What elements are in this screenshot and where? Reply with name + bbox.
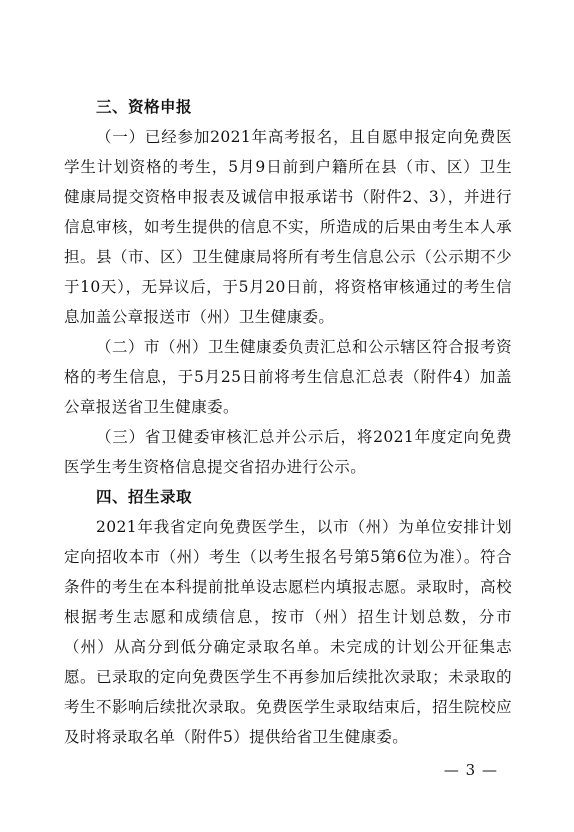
paragraph-qualification-3: （三）省卫健委审核汇总并公示后，将2021年度定向免费医学生考生资格信息提交省招办进行公示。 bbox=[64, 428, 512, 476]
paragraph-qualification-2: （二）市（州）卫生健康委负责汇总和公示辖区符合报考资格的考生信息，于5月25日前将考生信息汇总表（附件4）加盖公章报送省卫生健康委。 bbox=[64, 338, 512, 416]
paragraph-qualification-1: （一）已经参加2021年高考报名，且自愿申报定向免费医学生计划资格的考生，5月9日前到户籍所在县（市、区）卫生健康局提交资格申报表及诚信申报承诺书（附件2、3），并进行信息审核，如考生提供的信息不实，所造成的后果由考生本人承担。县（市、区）卫生健康局将所有考生信息公示（公示期不少于10天），无异议后，于5月20日前，将资格审核通过的考生信息加盖公章报送市（州）卫生健康委。 bbox=[64, 128, 512, 326]
document-body bbox=[64, 92, 512, 752]
section-heading-admission: 四、招生录取 bbox=[96, 488, 193, 506]
page-number: — 3 — bbox=[443, 761, 498, 779]
paragraph-admission-1: 2021年我省定向免费医学生，以市（州）为单位安排计划定向招收本市（州）考生（以考生报名号第5第6位为准）。符合条件的考生在本科提前批单设志愿栏内填报志愿。录取时，高校根据考生志愿和成绩信息，按市（州）招生计划总数，分市（州）从高分到低分确定录取名单。未完成的计划公开征集志愿。已录取的定向免费医学生不再参加后续批次录取；未录取的考生不影响后续批次录取。免费医学生录取结束后，招生院校应及时将录取名单（附件5）提供给省卫生健康委。 bbox=[64, 518, 512, 746]
section-heading-qualification: 三、资格申报 bbox=[96, 98, 193, 116]
